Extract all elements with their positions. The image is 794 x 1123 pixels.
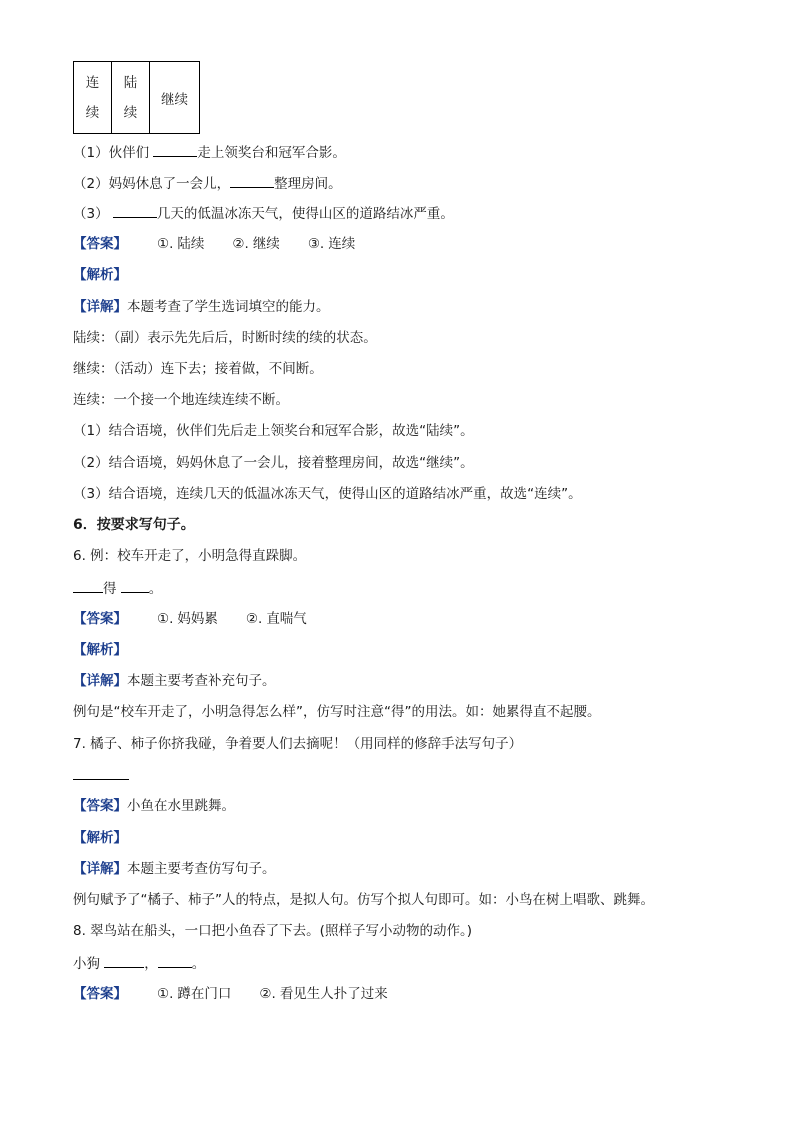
definition-luxu (73, 328, 377, 348)
question-6-blanks (73, 578, 162, 599)
fill-blank (104, 953, 144, 968)
sentence-text: 小狗 (73, 956, 100, 972)
sentence-text: 整理房间。 (274, 176, 342, 192)
fill-blank (121, 578, 149, 593)
answer-text: 看见生人扑了过来 (279, 986, 388, 1002)
sentence-text: 。 (148, 581, 163, 597)
detail-tag: 【详解】 (73, 861, 127, 877)
sentence-text: （3） (73, 206, 109, 222)
answer-row (73, 234, 355, 254)
sentence-text: 得 (103, 581, 117, 597)
answer-tag: 【答案】 (73, 798, 127, 814)
answer-number: ①. (157, 986, 174, 1002)
answer-row (73, 984, 388, 1004)
analysis-row (73, 828, 127, 848)
answer-number: ①. (157, 236, 174, 252)
answer-row (73, 796, 235, 816)
question-8-blanks (73, 953, 205, 974)
question-7 (73, 734, 522, 754)
answer-row (73, 609, 307, 629)
sentence-text: 几天的低温冰冻天气，使得山区的道路结冰严重。 (156, 206, 454, 222)
sentence-2 (73, 173, 342, 194)
answer-number: ②. (232, 236, 249, 252)
detail-text: 本题考查了学生选词填空的能力。 (127, 299, 330, 315)
analysis-row (73, 265, 127, 285)
heading-text: 6．按要求写句子。 (73, 517, 195, 533)
definition-jixu (73, 359, 323, 379)
answer-text: 连续 (328, 236, 356, 252)
answer-text: 继续 (252, 236, 280, 252)
sentence-text: ， (144, 956, 158, 972)
table-cell-lianxu (74, 62, 112, 134)
answer-text: 陆续 (177, 236, 205, 252)
explanation-text: （2）结合语境，妈妈休息了一会儿，接着整理房间，故选“继续”。 (73, 455, 474, 471)
detail-row (73, 671, 276, 691)
detail-text: 本题主要考查仿写句子。 (127, 861, 276, 877)
cell-char-1: 陆 (123, 74, 138, 91)
fill-blank (113, 203, 157, 218)
explanation-text: （1）结合语境，伙伴们先后走上领奖台和冠军合影，故选“陆续”。 (73, 423, 474, 439)
answer-number: ③. (307, 236, 325, 252)
answer-text: 小鱼在水里跳舞。 (127, 798, 235, 814)
detail-row (73, 859, 276, 879)
fill-blank (73, 578, 103, 593)
answer-tag: 【答案】 (73, 236, 127, 252)
answer-text: 蹲在门口 (177, 986, 232, 1002)
explanation-1 (73, 421, 474, 441)
definition-text: 陆续：（副）表示先先后后，时断时续的续的状态。 (73, 330, 377, 346)
question-text: 8. 翠鸟站在船头，一口把小鱼吞了下去。(照样子写小动物的动作。) (73, 923, 472, 939)
sentence-text: （1）伙伴们 (73, 145, 150, 161)
explanation-text: 例句赋予了“橘子、柿子”人的特点，是拟人句。仿写个拟人句即可。如：小鸟在树上唱歌、跳舞。 (73, 892, 654, 908)
section-heading (73, 515, 195, 535)
detail-row (73, 297, 330, 317)
explanation (73, 702, 600, 722)
analysis-tag: 【解析】 (73, 642, 127, 658)
sentence-text: （2）妈妈休息了一会儿， (73, 176, 231, 192)
answer-text: 直喘气 (266, 611, 307, 627)
fill-blank (73, 765, 129, 780)
detail-text: 本题主要考查补充句子。 (127, 673, 276, 689)
cell-char-2: 续 (85, 104, 100, 121)
sentence-text: 。 (191, 956, 206, 972)
fill-blank (158, 953, 192, 968)
sentence-3 (73, 203, 454, 224)
fill-blank (153, 142, 197, 157)
explanation-text: （3）结合语境，连续几天的低温冰冻天气，使得山区的道路结冰严重，故选“连续”。 (73, 486, 582, 502)
answer-text: 妈妈累 (177, 611, 218, 627)
question-7-blank (73, 765, 129, 786)
answer-number: ②. (245, 611, 263, 627)
table-cell-jixu (150, 62, 200, 134)
cell-text: 继续 (161, 91, 188, 108)
detail-tag: 【详解】 (73, 299, 127, 315)
question-6-example (73, 546, 306, 566)
explanation-text: 例句是“校车开走了，小明急得怎么样”，仿写时注意“得”的用法。如：她累得直不起腰。 (73, 704, 601, 720)
sentence-1 (73, 142, 346, 163)
definition-text: 继续：（活动）连下去；接着做，不间断。 (73, 361, 323, 377)
detail-tag: 【详解】 (73, 673, 127, 689)
question-text: 6. 例：校车开走了，小明急得直跺脚。 (73, 548, 307, 564)
definition-lianxu (73, 390, 289, 410)
table-cell-luxu (112, 62, 150, 134)
answer-number: ①. (157, 611, 174, 627)
question-8 (73, 921, 472, 941)
explanation (73, 890, 654, 910)
explanation-3 (73, 484, 582, 504)
definition-text: 连续：一个接一个地连续连续不断。 (73, 392, 289, 408)
question-text: 7. 橘子、柿子你挤我碰，争着要人们去摘呢！（用同样的修辞手法写句子） (73, 736, 523, 752)
analysis-tag: 【解析】 (73, 267, 127, 283)
explanation-2 (73, 453, 474, 473)
answer-number: ②. (259, 986, 276, 1002)
word-choice-table (73, 61, 200, 134)
answer-tag: 【答案】 (73, 611, 127, 627)
answer-tag: 【答案】 (73, 986, 127, 1002)
fill-blank (230, 173, 274, 188)
cell-char-1: 连 (85, 74, 100, 91)
analysis-row (73, 640, 127, 660)
analysis-tag: 【解析】 (73, 830, 127, 846)
cell-char-2: 续 (123, 104, 138, 121)
sentence-text: 走上领奖台和冠军合影。 (197, 145, 346, 161)
